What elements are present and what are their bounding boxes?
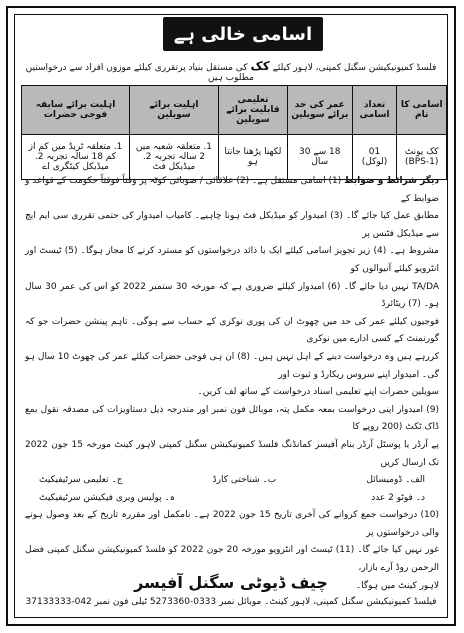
header-civil-qualification: اہلیت برائے سویلین (130, 86, 219, 135)
rules-line: مشروط ہے۔ (4) زیر تجویز اسامی کیلئے ایک یا ذائد درخواستوں کو مسترد کرنے کا مجاز ہوگا۔ (5) ٹیسٹ اور انٹرویو کیلئے آنیوالوں کو (25, 246, 439, 274)
header-age: عمر کی حد برائے سویلین (287, 86, 352, 135)
doc-item: ب۔ شناختی کارڈ (212, 475, 277, 486)
advertisement-inner-border (14, 14, 448, 618)
rules-section (25, 173, 439, 595)
rules-line: سویلین حضرات اپنے تعلیمی اسناد درخواست کے ساتھ لف کریں۔ (197, 387, 439, 398)
intro-text (25, 59, 437, 83)
rules-line: فوجیوں کیلئے عمر کی حد میں چھوٹ ان کی پوری نوکری کے حساب سے ہوگی۔ تاہم پینشن حضرات جو کہ گورنمنٹ کے کسی ادارے میں نوکری (25, 316, 439, 345)
doc-item: د۔ فوٹو 2 عدد (371, 492, 425, 503)
intro-after: کی مستقل بنیاد پرتقرری کیلئے موزوں افراد سے درخواستیں مطلوب ہیں (25, 63, 254, 83)
cell-exservice-qualification: 1. متعلقہ ٹریڈ میں کم از کم 18 سالہ تجربہ 2. میڈیکل کیٹگری اے (22, 135, 130, 180)
rules-line: پے آرڈر یا پوسٹل آرڈر بنام آفیسر کمانڈنگ فلسڈ کمیونیکیشن سگنل کمپنی لاہور کینٹ مورخہ 15 جون 2022 تک ارسال کریں (25, 439, 439, 468)
rules-line: لاہور کینٹ میں ہوگا۔ (355, 580, 439, 591)
rules-line: (9) امیدوار اپنی درخواست بمعہ مکمل پتہ، موبائل فون نمبر اور مندرجہ ذیل دستاویزات کی مصدقہ نقول بمع ڈاک ٹکٹ (200 روپے کا (25, 404, 439, 433)
doc-item: ہ۔ پولیس ویری فیکیشن سرٹیفیکیٹ (39, 492, 176, 503)
doc-item: ج۔ تعلیمی سرٹیفیکیٹ (39, 475, 123, 486)
header-count: تعداد اسامی (352, 86, 397, 135)
table-header-row (22, 86, 447, 135)
cell-post-name: کک یونٹ (BPS-1) (397, 135, 447, 180)
signatory-title: چیف ڈیوٹی سگنل آفیسر (134, 573, 328, 592)
rules-title: دیگر شرائط و ضوابط (344, 176, 439, 186)
intro-before: فلسڈ کمیونیکیشن سگنل کمپنی، لاہور کیلئے (272, 63, 437, 73)
advertisement-frame (6, 6, 456, 626)
intro-highlight: کک (250, 59, 270, 73)
contact-address: فیلسڈ کمیونیکیشن سگنل کمپنی، لاہور کینٹ۔ موبائل نمبر 0333-5273360 ٹیلی فون نمبر 042-37133333 (25, 597, 437, 607)
documents-list (25, 472, 439, 490)
documents-list (25, 490, 439, 508)
cell-education: لکھنا پڑھنا جانتا ہو (218, 135, 287, 180)
posts-table (21, 85, 447, 180)
cell-count: 01 (لوکل) (352, 135, 397, 180)
header-education: تعلیمی قابلیت برائے سویلین (218, 86, 287, 135)
rules-line: کررہے ہیں وہ درخواست دینے کے اہل نہیں ہیں۔ (8) ان ہی فوجی حضرات کیلئے عمر کی چھوٹ 10 سال ہو گی۔ امیدوار اپنے سروس ریکارڈ و ثبوت اور (25, 351, 439, 380)
header-exservice-qualification: اہلیت برائے سابقہ فوجی حضرات (22, 86, 130, 135)
rules-line: (10) درخواست جمع کروانے کی آخری تاریخ 15 جون 2022 ہے۔ نامکمل اور مقررہ تاریخ کے بعد وصول ہونے والی درخواستوں پر (25, 510, 439, 538)
rules-line: مطابق عمل کیا جائے گا۔ (3) امیدوار کو میڈیکل فٹ ہونا چاہیے۔ کامیاب امیدوار کی حتمی تقرری سی ایم ایچ سے میڈیکل فٹنس پر (25, 211, 439, 239)
rules-line: غور نہیں کیا جائے گا۔ (11) ٹیسٹ اور انٹرویو مورخہ 20 جون 2022 کو فلسڈ کمیونیکیشن سگنل کمپنی فضل الرحمن روڈ آرے بازار، (25, 545, 439, 574)
cell-age: 18 سے 30 سال (287, 135, 352, 180)
doc-item: الف۔ ڈومیسائل (366, 475, 425, 486)
cell-civil-qualification: 1. متعلقہ شعبہ میں 2 سالہ تجربہ 2. میڈیکل فٹ (130, 135, 219, 180)
rules-line: دیگر شرائط و ضوابط (1) اسامی مستقل ہے۔ (2) علاقائی / صوبائی کوٹہ پر وقتاً فوقتاً حکومت کے قواعد و ضوابط کے (25, 176, 439, 204)
banner-heading: اسامی خالی ہے (163, 17, 323, 51)
rules-line: TA/DA نہیں دیا جائے گا۔ (6) امیدوار کیلئے ضروری ہے کہ مورخہ 30 ستمبر 2022 کو اس کی عمر 30 سال ہو۔ (7) ریٹائرڈ (25, 281, 439, 310)
header-post-name: اسامی کا نام (397, 86, 447, 135)
